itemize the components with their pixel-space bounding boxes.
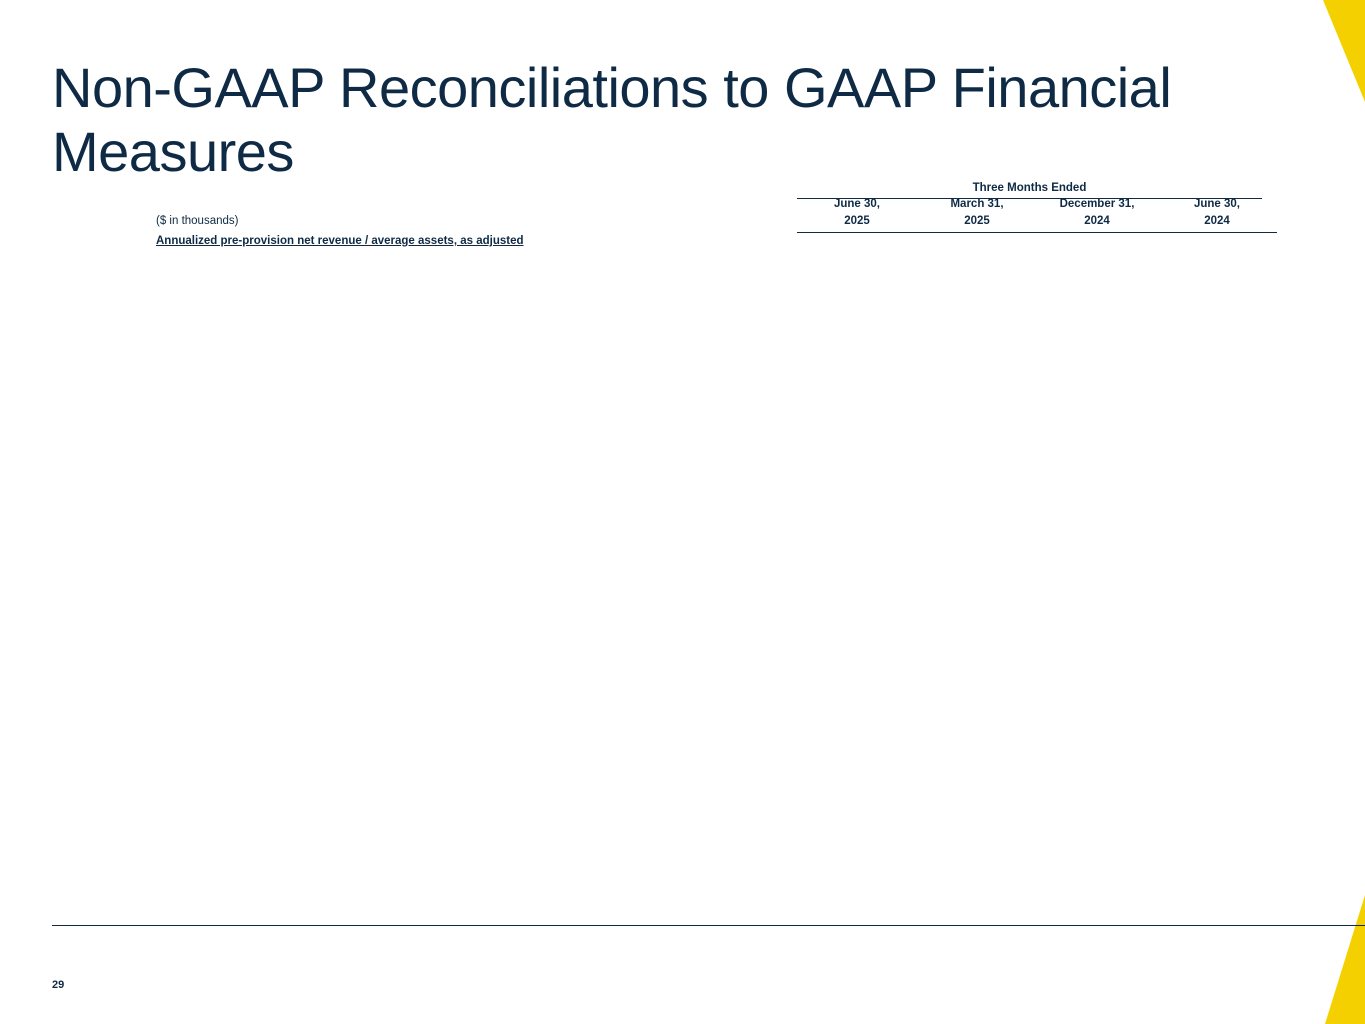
column-header-date: March 31, [950, 198, 1004, 210]
footer-divider [52, 925, 1365, 926]
units-label: ($ in thousands) [156, 215, 239, 227]
page-number: 29 [52, 979, 65, 991]
period-header: Three Months Ended [972, 182, 1087, 194]
column-header-year: 2025 [964, 215, 990, 227]
page-title: Non-GAAP Reconciliations to GAAP Financial Measures [52, 56, 1172, 183]
column-header-date: December 31, [1059, 198, 1135, 210]
column-header-year: 2025 [844, 215, 870, 227]
column-header-year: 2024 [1204, 215, 1230, 227]
column-header-year: 2024 [1084, 215, 1110, 227]
column-header-date: June 30, [1193, 198, 1241, 210]
section-heading: Annualized pre-provision net revenue / average assets, as adjusted [156, 235, 524, 247]
table-row [0, 233, 1365, 250]
column-header-date: June 30, [833, 198, 881, 210]
accent-shape-top [1320, 0, 1365, 105]
accent-shape-bottom [1320, 895, 1365, 1024]
